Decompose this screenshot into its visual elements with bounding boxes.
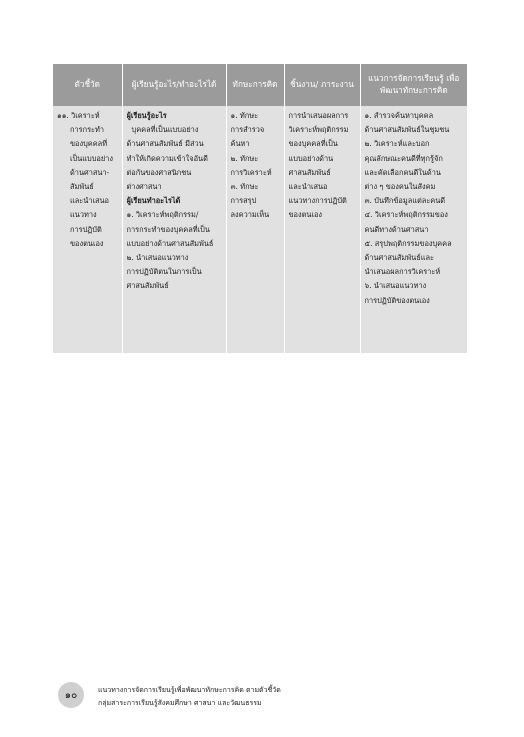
approach-line: การปฏิบัติของตนเอง xyxy=(364,295,430,305)
approach-line: ด้านศาสนสัมพันธ์และ xyxy=(364,253,434,263)
do-line: การปฏิบัติตนในการเป็น xyxy=(126,267,202,277)
skill-line: การสรุป xyxy=(230,196,257,206)
task-line: แบบอย่างด้าน xyxy=(288,153,334,163)
approach-line: นำเสนอผลการวิเคราะห์ xyxy=(364,267,441,277)
approach-line: ต่าง ๆ ของคนในสังคม xyxy=(364,182,436,192)
indicator-line: ด้านศาสนา- xyxy=(70,167,110,177)
approach-line: ๖. นำเสนอแนวทาง xyxy=(364,281,427,291)
indicator-line: ๑๑. วิเคราะห์ xyxy=(57,111,100,120)
page-footer xyxy=(58,682,478,712)
skill-line: ๓. ทักษะ xyxy=(230,182,259,192)
cell-indicator xyxy=(53,106,122,353)
task-line: แนวทางการปฏิบัติ xyxy=(288,196,347,206)
skill-line: ๑. ทักษะ xyxy=(230,111,259,120)
header-indicator: ตัวชี้วัด xyxy=(53,64,122,106)
task-line: ของตนเอง xyxy=(288,210,323,220)
task-line: วิเคราะห์พฤติกรรม xyxy=(288,125,349,135)
task-line: ศาสนสัมพันธ์ xyxy=(288,167,331,177)
indicator-line: สัมพันธ์ xyxy=(70,182,94,192)
indicator-line: และนำเสนอ xyxy=(70,196,109,206)
do-line: ๒. นำเสนอแนวทาง xyxy=(126,253,189,263)
do-line: ๑. วิเคราะห์พฤติกรรม/ xyxy=(126,210,199,220)
know-heading: ผู้เรียนรู้อะไร xyxy=(126,111,167,120)
indicator-line: การกระทำ xyxy=(70,125,105,135)
cell-learning-outcome xyxy=(122,106,226,353)
know-line: ต่อกันของศาสนิกชน xyxy=(126,167,192,177)
footer-line-1: แนวทางการจัดการเรียนรู้เพื่อพัฒนาทักษะการคิด ตามตัวชี้วัด xyxy=(98,686,281,694)
do-line: ศาสนสัมพันธ์ xyxy=(126,281,169,291)
indicator-line: การปฏิบัติ xyxy=(70,224,102,234)
indicator-line: ของตนเอง xyxy=(70,238,104,248)
approach-line: คนดีทางด้านศาสนา xyxy=(364,224,429,234)
task-line: ของบุคคลที่เป็น xyxy=(288,139,338,149)
know-line: บุคคลที่เป็นแบบอย่าง xyxy=(131,125,199,135)
table-row xyxy=(53,106,467,353)
indicator-table xyxy=(53,64,467,353)
know-line: ด้านศาสนสัมพันธ์ มีส่วน xyxy=(126,139,204,149)
task-line: การนำเสนอผลการ xyxy=(288,111,349,120)
footer-line-2: กลุ่มสาระการเรียนรู้สังคมศึกษา ศาสนา และวัฒนธรรม xyxy=(98,699,262,707)
page-number: ๑๐ xyxy=(58,682,84,708)
know-line: ทำให้เกิดความเข้าใจอันดี xyxy=(126,153,208,163)
know-line: ต่างศาสนา xyxy=(126,182,162,192)
task-line: และนำเสนอ xyxy=(288,182,328,192)
table-header-row xyxy=(53,64,467,106)
cell-thinking-skills xyxy=(226,106,284,353)
approach-line: ๒. วิเคราะห์และบอก xyxy=(364,139,430,149)
indicator-line: ของบุคคลที่ xyxy=(70,139,108,149)
approach-line: ๔. วิเคราะห์พฤติกรรมของ xyxy=(364,210,448,220)
approach-line: ๕. สรุปพฤติกรรมของบุคคล xyxy=(364,238,452,248)
header-learning-approach: แนวการจัดการเรียนรู้ เพื่อพัฒนาทักษะการคิด xyxy=(360,64,467,106)
indicator-line: แนวทาง xyxy=(70,210,97,220)
cell-learning-approach xyxy=(360,106,467,353)
approach-line: ๓. บันทึกข้อมูลแต่ละคนดี xyxy=(364,196,446,206)
approach-line: คุณลักษณะคนดีที่ทุกรู้จัก xyxy=(364,153,443,163)
do-line: แบบอย่างด้านศาสนสัมพันธ์ xyxy=(126,238,214,248)
header-tasks: ชิ้นงาน/ ภาระงาน xyxy=(284,64,360,106)
skill-line: การวิเคราะห์ xyxy=(230,167,272,177)
approach-line: และคัดเลือกคนดีในด้าน xyxy=(364,167,441,177)
header-thinking-skills: ทักษะการคิด xyxy=(226,64,284,106)
indicator-line: เป็นแบบอย่าง xyxy=(70,153,113,163)
cell-tasks xyxy=(284,106,360,353)
skill-line: ค้นหา xyxy=(230,139,250,149)
do-line: การกระทำของบุคคลที่เป็น xyxy=(126,224,210,234)
do-heading: ผู้เรียนทำอะไรได้ xyxy=(126,196,181,206)
approach-line: ๑. สำรวจค้นหาบุคคล xyxy=(364,111,434,120)
header-learning-outcome: ผู้เรียนรู้อะไร/ทำอะไรได้ xyxy=(122,64,226,106)
approach-line: ด้านศาสนสัมพันธ์ในชุมชน xyxy=(364,125,450,135)
skill-line: ๒. ทักษะ xyxy=(230,153,259,163)
skill-line: ลงความเห็น xyxy=(230,210,270,220)
skill-line: การสำรวจ xyxy=(230,125,265,135)
